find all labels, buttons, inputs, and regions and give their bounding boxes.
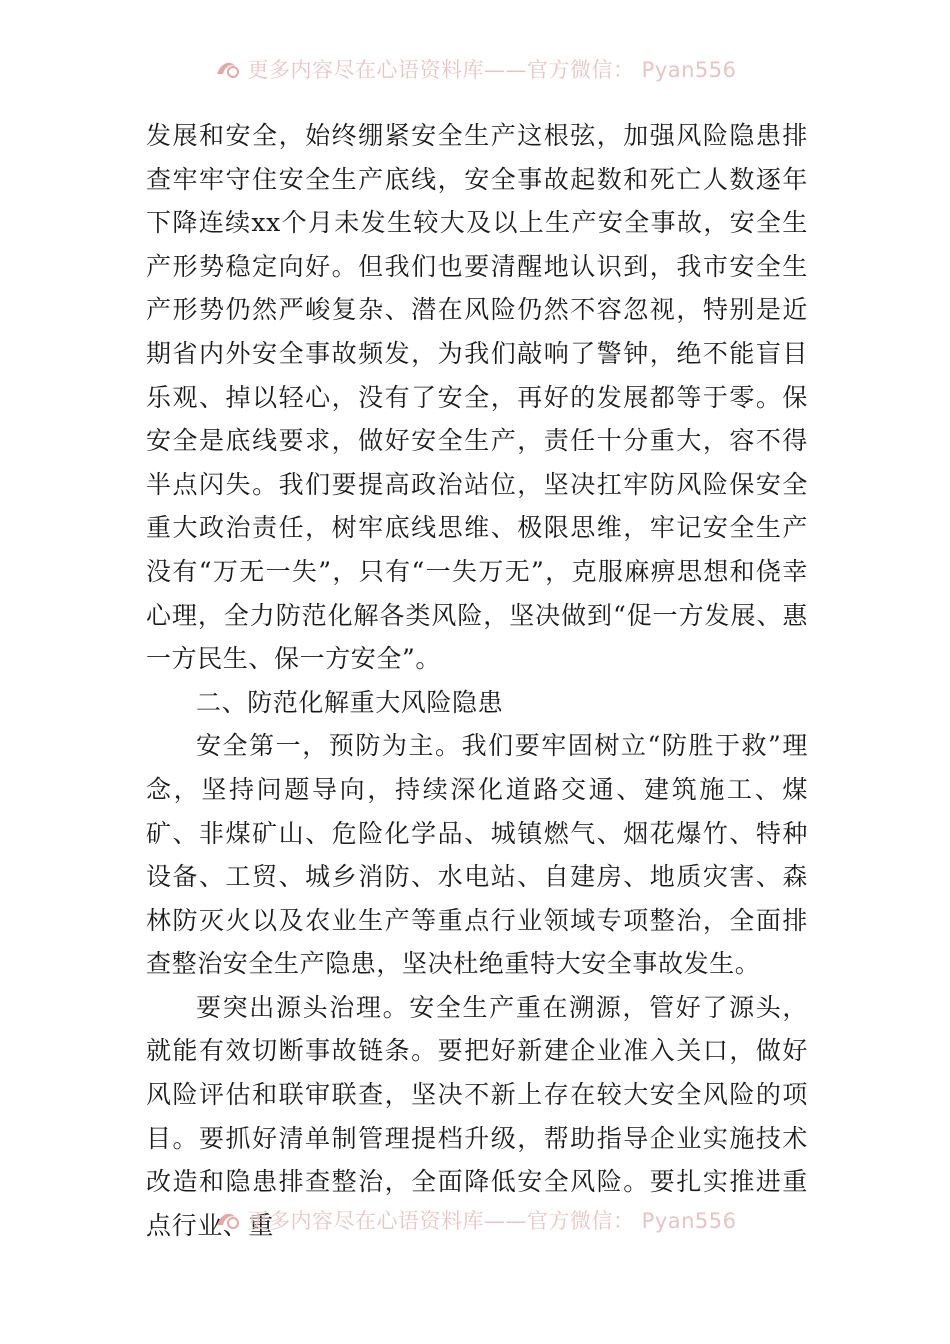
- document-body: [146, 114, 808, 1247]
- paragraph-3: 要突出源头治理。安全生产重在溯源，管好了源头，就能有效切断事故链条。要把好新建企业准入关口，做好风险评估和联审联查，坚决不新上存在较大安全风险的项目。要抓好清单制管理提档升级，帮助指导企业实施技术改造和隐患排查整治，全面降低安全风险。要扎实推进重点行业、重: [146, 992, 808, 1240]
- watermark-text: 更多内容尽在心语资料库——官方微信： Pyan556: [247, 58, 737, 82]
- watermark-footer: [0, 1203, 950, 1237]
- logo-icon: [213, 1209, 241, 1231]
- logo-icon: [213, 58, 241, 80]
- watermark-text: 更多内容尽在心语资料库——官方微信： Pyan556: [247, 1209, 737, 1233]
- section-heading: 二、防范化解重大风险隐患: [196, 687, 504, 717]
- paragraph-1: 发展和安全，始终绷紧安全生产这根弦，加强风险隐患排查牢牢守住安全生产底线，安全事故起数和死亡人数逐年下降连续xx个月未发生较大及以上生产安全事故，安全生产形势稳定向好。但我们也要清醒地认识到，我市安全生产形势仍然严峻复杂、潜在风险仍然不容忽视，特别是近期省内外安全事故频发，为我们敲响了警钟，绝不能盲目乐观、掉以轻心，没有了安全，再好的发展都等于零。保安全是底线要求，做好安全生产，责任十分重大，容不得半点闪失。我们要提高政治站位，坚决扛牢防风险保安全重大政治责任，树牢底线思维、极限思维，牢记安全生产没有“万无一失”，只有“一失万无”，克服麻痹思想和侥幸心理，全力防范化解各类风险，坚决做到“促一方发展、惠一方民生、保一方安全”。: [146, 121, 808, 674]
- paragraph-2: 安全第一，预防为主。我们要牢固树立“防胜于救”理念，坚持问题导向，持续深化道路交通、建筑施工、煤矿、非煤矿山、危险化学品、城镇燃气、烟花爆竹、特种设备、工贸、城乡消防、水电站、自建房、地质灾害、森林防灭火以及农业生产等重点行业领域专项整治，全面排查整治安全生产隐患，坚决杜绝重特大安全事故发生。: [146, 731, 808, 979]
- watermark-header: [0, 52, 950, 86]
